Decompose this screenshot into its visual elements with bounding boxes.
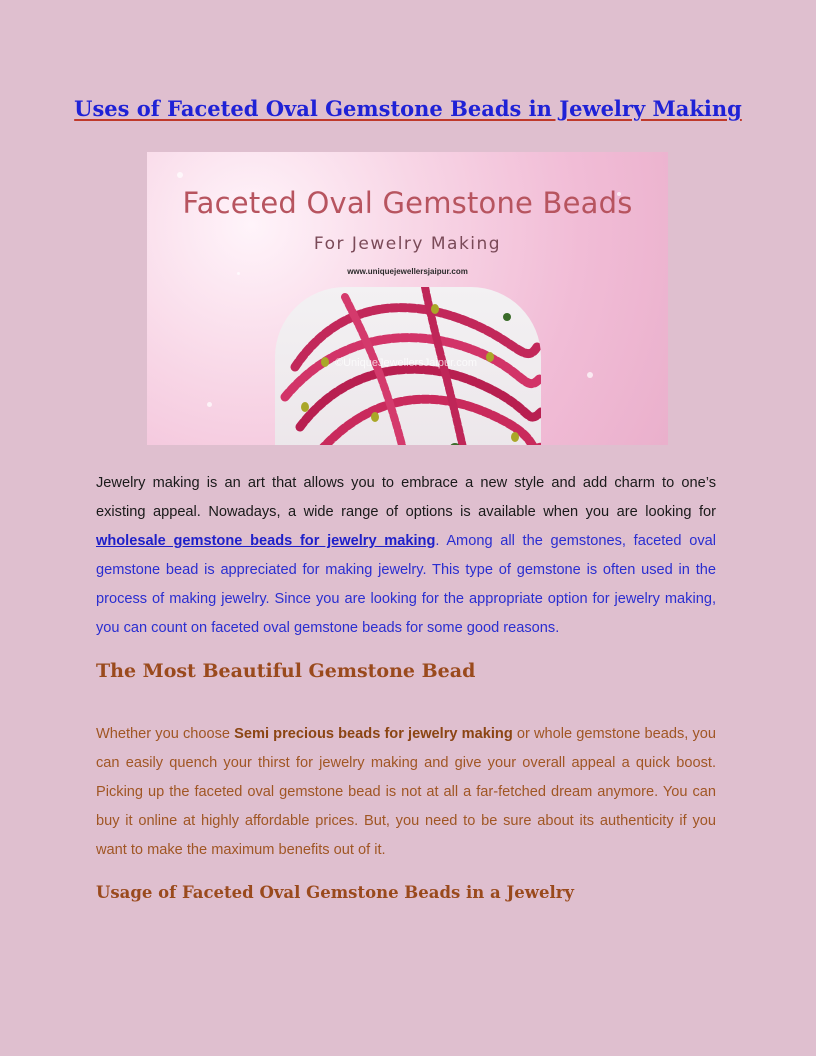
intro-paragraph xyxy=(96,469,716,643)
semi-precious-beads-emphasis: Semi precious beads for jewelry making xyxy=(234,726,513,742)
watermark: ©UniqueJewellersJaipur.com xyxy=(335,357,478,369)
section1-text-continued: or whole gemstone beads, you can easily quench your thirst for jewelry making and give your overall appeal a quick boost. Picking up the faceted oval gemstone bead is not at all a far-fetched dream anymore. You can buy it online at highly affordable prices. But, you need to be sure about its authenticity if you want to make the maximum benefits out of it. xyxy=(96,726,716,858)
section-heading-beautiful-bead: The Most Beautiful Gemstone Bead xyxy=(96,660,476,682)
intro-text-continued: . Among all the gemstones, faceted oval gemstone bead is appreciated for making jewelry. This type of gemstone is often used in the process of making jewelry. Since you are looking for the appropriate option for jewelry making, you can count on faceted oval gemstone beads for some good reasons. xyxy=(96,533,716,636)
sparkle-decoration xyxy=(207,402,212,407)
section1-text: Whether you choose xyxy=(96,726,235,742)
document-title[interactable]: Uses of Faceted Oval Gemstone Beads in Jewelry Making xyxy=(74,96,742,121)
hero-url: www.uniquejewellersjaipur.com xyxy=(347,267,468,276)
hero-subheading: For Jewelry Making xyxy=(313,234,502,254)
sparkle-decoration xyxy=(177,172,183,178)
sparkle-decoration xyxy=(587,372,593,378)
beads-photo xyxy=(275,287,541,445)
section-heading-usage: Usage of Faceted Oval Gemstone Beads in a Jewelry xyxy=(96,883,575,902)
hero-image xyxy=(147,152,668,445)
intro-text: Jewelry making is an art that allows you to embrace a new style and add charm to one’s existing appeal. Nowadays, a wide range of options is available when you are looking for xyxy=(96,475,716,520)
wholesale-beads-link[interactable]: wholesale gemstone beads for jewelry making xyxy=(96,533,436,549)
section1-paragraph xyxy=(96,720,716,865)
hero-heading: Faceted Oval Gemstone Beads xyxy=(182,186,633,220)
